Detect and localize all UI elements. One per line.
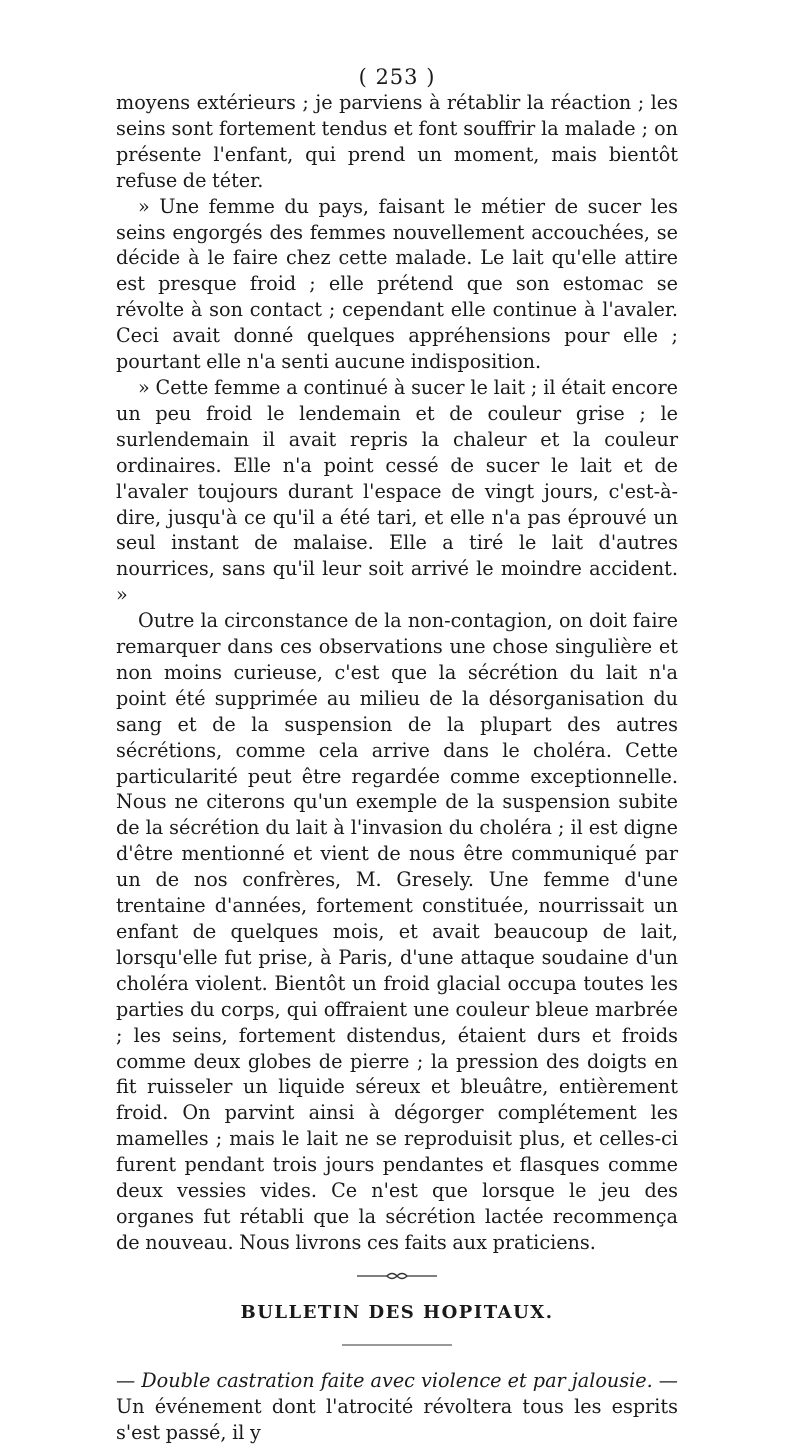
paragraph-1: moyens extérieurs ; je parviens à rétablir la réaction ; les seins sont fortement tendus et font souffrir la malade ; on présente l'enfant, qui prend un moment, mais bientôt refuse de téter. xyxy=(116,91,678,192)
paragraph-2: » Une femme du pays, faisant le métier de sucer les seins engorgés des femmes nouvellement accouchées, se décide à le faire chez cette malade. Le lait qu'elle attire est presque froid ; elle prétend que son estomac se révolte à son contact ; cependant elle continue à l'avaler. Ceci avait donné quelques appréhensions pour elle ; pourtant elle n'a senti aucune indisposition. xyxy=(116,194,678,374)
paragraph-4: Outre la circonstance de la non-contagion, on doit faire remarquer dans ces observations une chose singulière et non moins curieuse, c'est que la sécrétion du lait n'a point été supprimée au milieu de la désorganisation du sang et de la suspension de la plupart des autres sécrétions, comme cela arrive dans le choléra. Cette particularité peut être regardée comme exceptionnelle. Nous ne citerons qu'un exemple de la suspension subite de la sécrétion du lait à l'invasion du choléra ; il est digne d'être mentionné et vient de nous être communiqué par un de nos confrères, M. Gresely. Une femme d'une trentaine d'années, fortement constituée, nourrissait un enfant de quelques mois, et avait beaucoup de lait, lorsqu'elle fut prise, à Paris, d'une attaque soudaine d'un choléra violent. Bientôt un froid glacial occupa toutes les parties du corps, qui offraient une couleur bleue marbrée ; les seins, fortement distendus, étaient durs et froids comme deux globes de pierre ; la pression des doigts en fit ruisseler un liquide séreux et bleuâtre, entièrement froid. On parvint ainsi à dégorger complétement les mamelles ; mais le lait ne se reproduisit plus, et celles-ci furent pendant trois jours pendantes et flasques comme deux vessies vides. Ce n'est que lorsque le jeu des organes fut rétabli que la sécrétion lactée recommença de nouveau. Nous livrons ces faits aux praticiens. xyxy=(116,609,678,1254)
title-rule xyxy=(342,1344,452,1346)
ornament-divider xyxy=(357,1270,437,1282)
final-paragraph xyxy=(116,1368,678,1446)
page-number: ( 253 ) xyxy=(358,65,436,89)
final-paragraph-text: — Un événement dont l'atrocité révoltera tous les esprits s'est passé, il y xyxy=(116,1368,678,1444)
paragraph-3: » Cette femme a continué à sucer le lait ; il était encore un peu froid le lendemain et de couleur grise ; le surlendemain il avait repris la chaleur et la couleur ordinaires. Elle n'a point cessé de sucer le lait et de l'avaler toujours durant l'espace de vingt jours, c'est-à-dire, jusqu'à ce qu'il a été tari, et elle n'a pas éprouvé un seul instant de malaise. Elle a tiré le lait d'autres nourrices, sans qu'il leur soit arrivé le moindre accident. » xyxy=(116,375,678,607)
page xyxy=(116,64,678,1446)
section-title: BULLETIN DES HOPITAUX. xyxy=(240,1301,554,1323)
final-paragraph-italic-lead: — Double castration faite avec violence et par jalousie. xyxy=(116,1368,653,1392)
